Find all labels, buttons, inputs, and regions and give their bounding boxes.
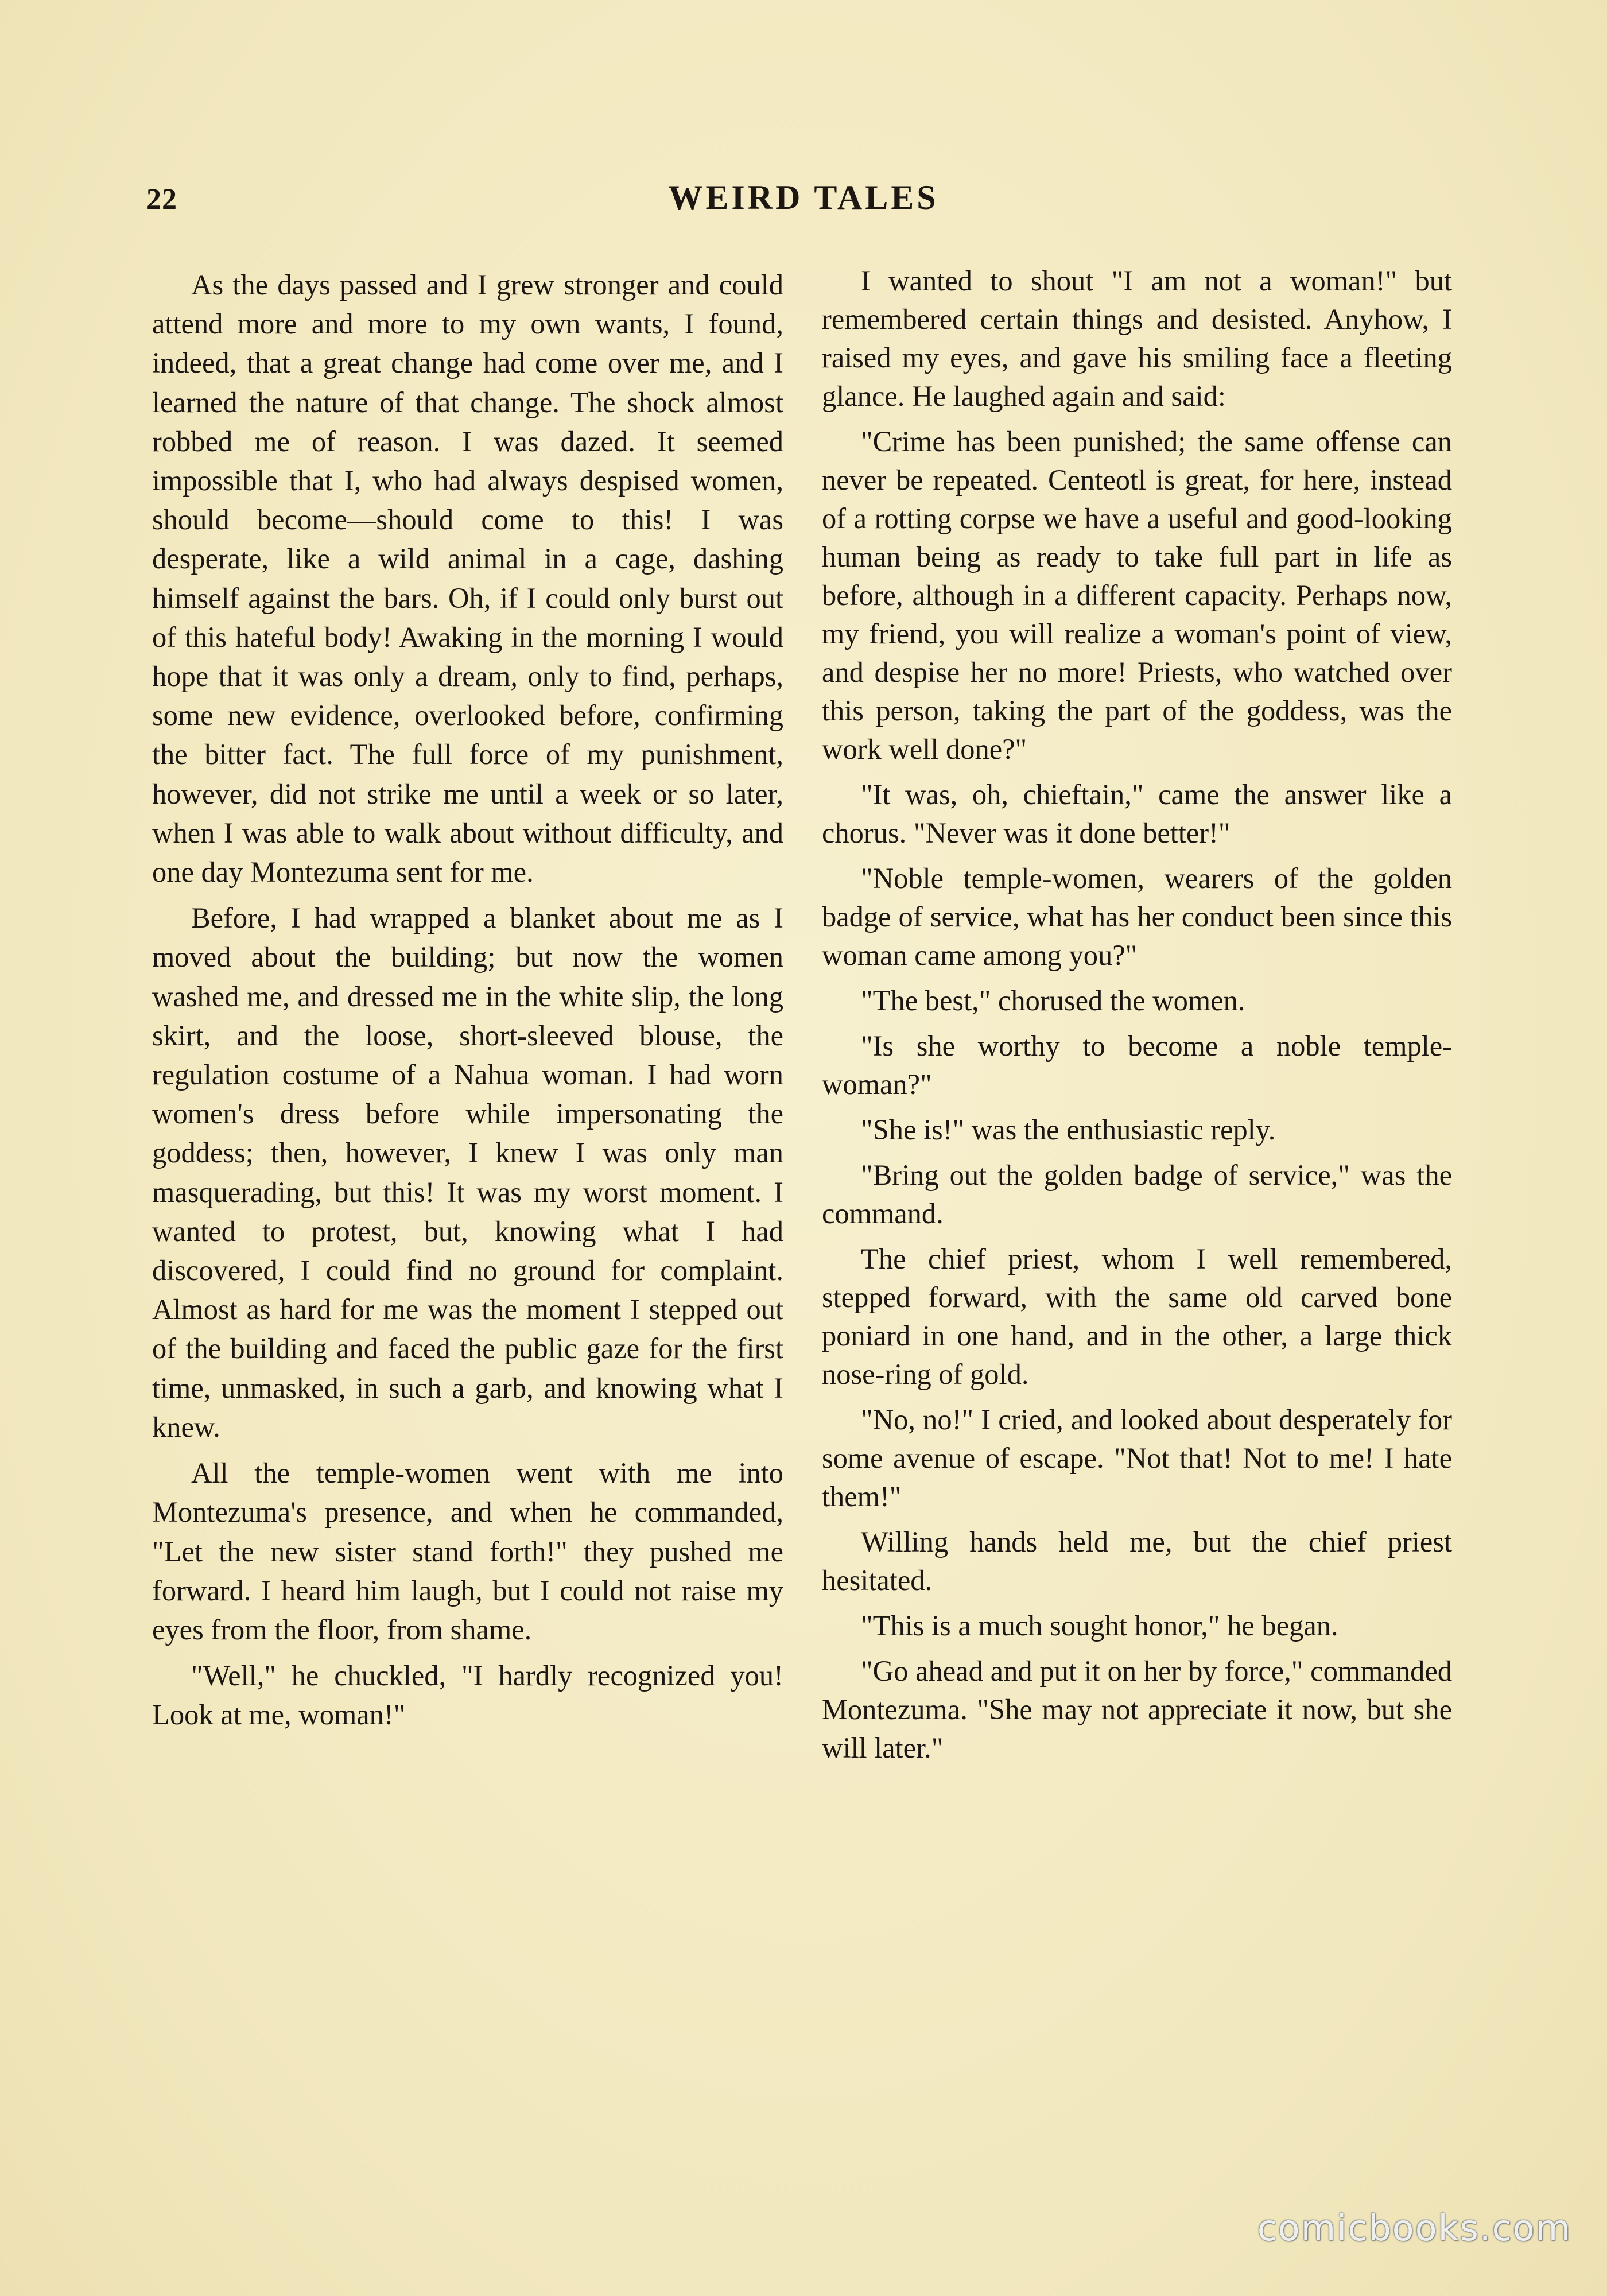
paragraph: "No, no!" I cried, and looked about desperately for some avenue of escape. "Not that! Not to me! I hate them!" bbox=[822, 1403, 1452, 1512]
paragraph: "It was, oh, chieftain," came the answer like a chorus. "Never was it done better!" bbox=[822, 778, 1452, 849]
right-column bbox=[822, 262, 1452, 1774]
paragraph: "Well," he chuckled, "I hardly recognized you! Look at me, woman!" bbox=[152, 1659, 783, 1731]
running-title: WEIRD TALES bbox=[668, 179, 939, 216]
paragraph: I wanted to shout "I am not a woman!" but remembered certain things and desisted. Anyhow, I raised my eyes, and gave his smiling face a fleeting glance. He laughed again and said: bbox=[822, 265, 1452, 412]
left-column bbox=[152, 265, 783, 1742]
page-number: 22 bbox=[146, 183, 177, 216]
paragraph: The chief priest, whom I well remembered, stepped forward, with the same old carved bone poniard in one hand, and in the other, a large thick nose-ring of gold. bbox=[822, 1243, 1452, 1390]
paragraph: "Noble temple-women, wearers of the golden badge of service, what has her conduct been since this woman came among you?" bbox=[822, 862, 1452, 971]
paragraph: Before, I had wrapped a blanket about me as I moved about the building; but now the women washed me, and dressed me in the white slip, the long skirt, and the loose, short-sleeved blouse, the regulation costume of a Nahua woman. I had worn women's dress before while impersonating the goddess; then, however, I knew I was only man masquerading, but this! It was my worst moment. I wanted to protest, but, knowing what I had discovered, I could find no ground for complaint. Almost as hard for me was the moment I stepped out of the building and faced the public gaze for the first time, unmasked, in such a garb, and knowing what I knew. bbox=[152, 902, 783, 1443]
paragraph: Willing hands held me, but the chief priest hesitated. bbox=[822, 1526, 1452, 1596]
paragraph: As the days passed and I grew stronger and could attend more and more to my own wants, I found, indeed, that a great change had come over me, and I learned the nature of that change. The shock almost robbed me of reason. I was dazed. It seemed impossible that I, who had always despised women, should become—should come to this! I was desperate, like a wild animal in a cage, dashing himself against the bars. Oh, if I could only burst out of this hateful body! Awaking in the morning I would hope that it was only a dream, only to find, perhaps, some new evidence, overlooked before, confirming the bitter fact. The full force of my punishment, however, did not strike me until a week or so later, when I was able to walk about without difficulty, and one day Montezuma sent for me. bbox=[152, 269, 783, 889]
paragraph: "The best," chorused the women. bbox=[861, 984, 1245, 1017]
paragraph: "Go ahead and put it on her by force," commanded Montezuma. "She may not appreciate it now, but she will later." bbox=[822, 1655, 1452, 1764]
paragraph: All the temple-women went with me into Montezuma's presence, and when he commanded, "Let the new sister stand forth!" they pushed me forward. I heard him laugh, but I could not raise my eyes from the floor, from shame. bbox=[152, 1457, 783, 1646]
paragraph: "Bring out the golden badge of service," was the command. bbox=[822, 1159, 1452, 1230]
paragraph: "She is!" was the enthusiastic reply. bbox=[861, 1114, 1276, 1146]
watermark: comicbooks.com bbox=[1257, 2207, 1571, 2249]
paragraph: "This is a much sought honor," he began. bbox=[861, 1609, 1338, 1642]
paragraph: "Crime has been punished; the same offense can never be repeated. Centeotl is great, for here, instead of a rotting corpse we have a useful and good-looking human being as ready to take full part in life as before, although in a different capacity. Perhaps now, my friend, you will realize a woman's point of view, and despise her no more! Priests, who watched over this person, taking the part of the goddess, was the work well done?" bbox=[822, 425, 1452, 765]
paragraph: "Is she worthy to become a noble temple-woman?" bbox=[822, 1030, 1452, 1100]
